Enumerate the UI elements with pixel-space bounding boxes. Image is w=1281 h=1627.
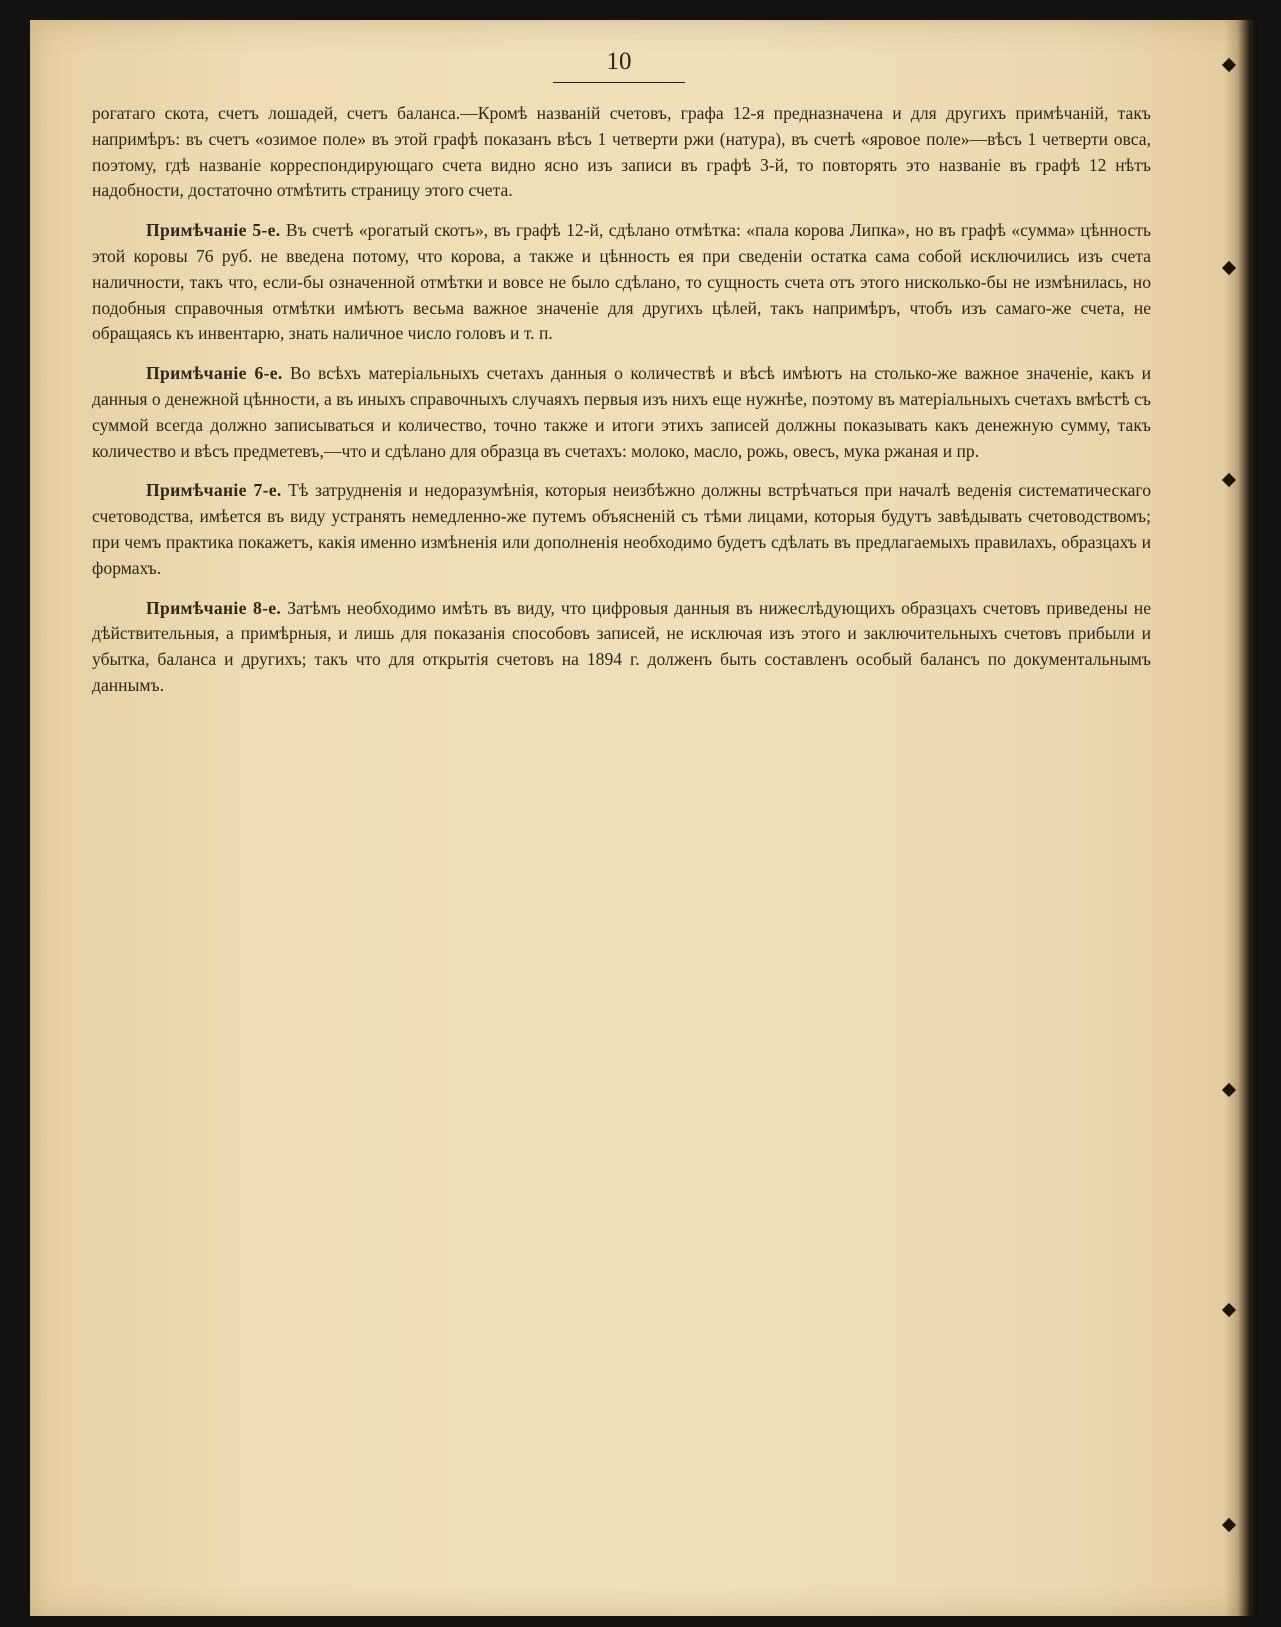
body-text (92, 101, 1151, 713)
paragraph-text: рогатаго скота, счетъ лошадей, счетъ баланса.—Кромѣ названій счетовъ, графа 12-я предназначена и для другихъ примѣчаній, такъ напримѣръ: въ счетъ «озимое поле» въ этой графѣ показанъ вѣсъ 1 четверти ржи (натура), въ счетѣ «яровое поле»—вѣсъ 1 четверти овса, поэтому, гдѣ названіе корреспондирующаго счета видно ясно изъ записи въ графѣ 3-й, то повторять это названіе въ графѣ 12 нѣтъ надобности, достаточно отмѣтить страницу этого счета. (92, 103, 1151, 201)
note-label: Примѣчаніе 6-е. (146, 363, 283, 384)
note-label: Примѣчаніе 5-е. (146, 220, 281, 241)
paragraph-continuation (92, 101, 1151, 204)
book-spine-shadow (1224, 20, 1258, 1616)
paragraph-text: Затѣмъ необходимо имѣть въ виду, что цифровыя данныя въ нижеслѣдующихъ образцахъ счетовъ приведены не дѣйствительныя, а примѣрныя, и лишь для показанія способовъ записей, не исключая изъ этого и заключительныхъ счетовъ прибыли и убытка, баланса и другихъ; такъ что для открытія счетовъ на 1894 г. долженъ быть составленъ особый балансъ по документальнымъ даннымъ. (92, 597, 1151, 695)
paragraph-text: Въ счетѣ «рогатый скотъ», въ графѣ 12-й, сдѣлано отмѣтка: «пала корова Липка», но въ графѣ «сумма» цѣнность этой коровы 76 руб. не введена потому, что корова, а также и цѣнность ея при сведеніи остатка сама собой исключились изъ счета наличности, такъ что, если-бы означенной отмѣтки и вовсе не было сдѣлано, то сущность счета отъ этого нисколько-бы не измѣнилась, но подобныя справочныя отмѣтки имѣютъ весьма важное значеніе для другихъ цѣлей, такъ напримѣръ, чтобъ изъ самаго-же счета, не обращаясь къ инвентарю, знать наличное число головъ и т. п. (92, 220, 1151, 344)
note-label: Примѣчаніе 7-е. (146, 480, 282, 501)
paragraph-note-7 (92, 478, 1151, 581)
paragraph-text: Тѣ затрудненія и недоразумѣнія, которыя неизбѣжно должны встрѣчаться при началѣ веденія систематическаго счетоводства, имѣется въ виду устранять немедленно-же путемъ объясненій съ тѣми лицами, которыя будутъ завѣдывать счетоводствомъ; при чемъ практика покажетъ, какія именно измѣненія или дополненія необходимо будетъ сдѣлать въ предлагаемыхъ правилахъ, образцахъ и формахъ. (92, 480, 1151, 578)
paragraph-note-5 (92, 218, 1151, 347)
note-label: Примѣчаніе 8-е. (146, 597, 282, 618)
paragraph-note-6 (92, 361, 1151, 464)
page-number: 10 (606, 48, 632, 75)
paragraph-text: Во всѣхъ матеріальныхъ счетахъ данныя о количествѣ и вѣсѣ имѣютъ на столько-же важное значеніе, какъ и данныя о денежной цѣнности, а въ иныхъ справочныхъ случаяхъ первыя изъ нихъ еще нужнѣе, поэтому въ матеріальныхъ счетахъ вмѣстѣ съ суммой всегда должно записываться и количество, точно также и итоги этихъ записей должны показывать какъ денежную сумму, такъ количество и вѣсъ предметевъ,—что и сдѣлано для образца въ счетахъ: молоко, масло, рожь, овесъ, мука ржаная и пр. (92, 363, 1151, 461)
paragraph-note-8 (92, 596, 1151, 699)
page-number-rule (553, 82, 685, 83)
